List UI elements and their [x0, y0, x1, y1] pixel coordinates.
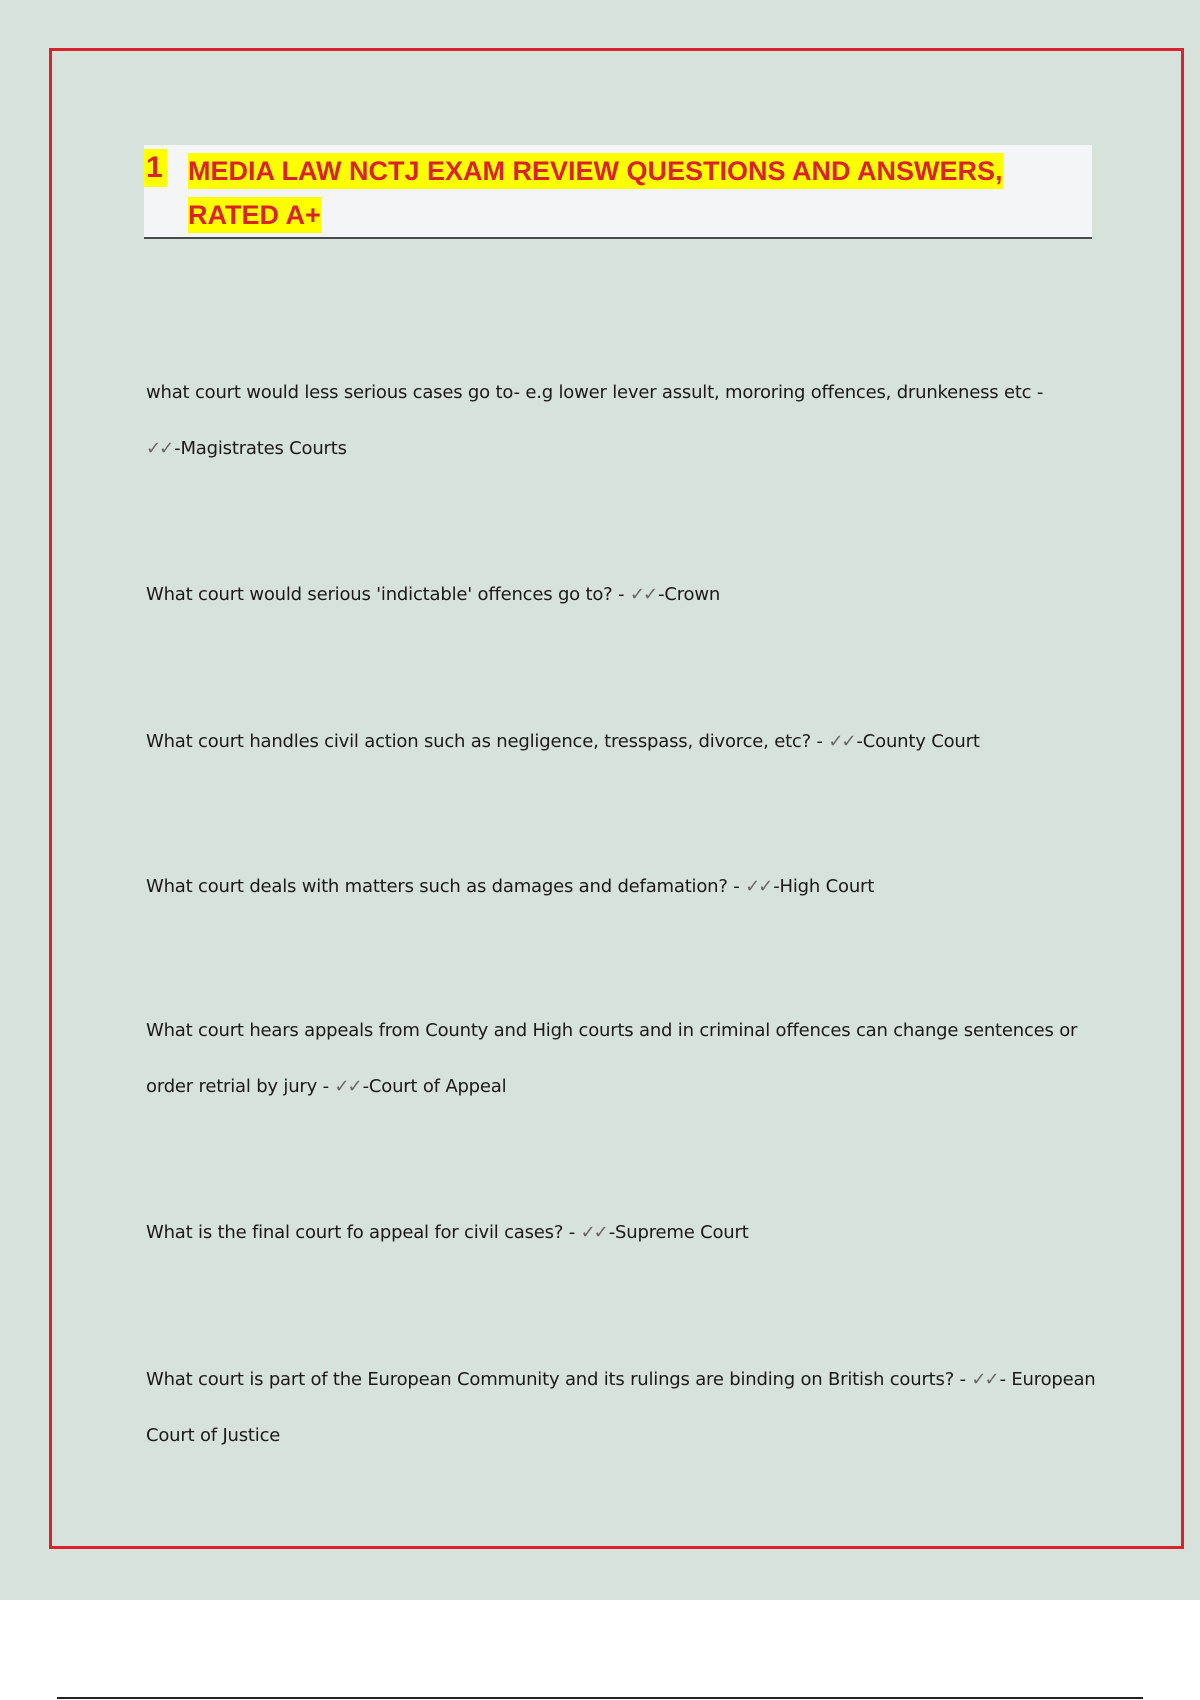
qa-item [146, 1352, 1096, 1464]
qa-item [146, 1205, 1096, 1261]
double-check-icon: ✓✓ [629, 584, 657, 605]
question-text: what court would less serious cases go to- e.g lower lever assult, mororing offences, drunkeness etc - [146, 382, 1044, 403]
answer-text: -High Court [773, 876, 875, 897]
double-check-icon: ✓✓ [580, 1222, 607, 1243]
document-frame [49, 48, 1184, 1549]
double-check-icon: ✓✓ [745, 876, 772, 897]
double-check-icon: ✓✓ [146, 438, 173, 459]
answer-text: -Magistrates Courts [174, 438, 347, 459]
answer-text: -Supreme Court [608, 1222, 749, 1243]
answer-text: -County Court [856, 731, 980, 752]
question-text: What court would serious 'indictable' offences go to? - [146, 584, 625, 605]
double-check-icon: ✓✓ [971, 1369, 998, 1390]
footer-divider [57, 1697, 1143, 1699]
answer-text: -Crown [658, 584, 721, 605]
title-number: 1 [144, 149, 167, 187]
qa-item [146, 859, 1096, 915]
qa-item [146, 365, 1096, 477]
question-text: What court is part of the European Community and its rulings are binding on British courts? - [146, 1369, 966, 1390]
title-line-2: RATED A+ [188, 197, 321, 233]
double-check-icon: ✓✓ [334, 1076, 361, 1097]
qa-item [146, 714, 1096, 770]
question-text: What is the final court fo appeal for civil cases? - [146, 1222, 576, 1243]
question-text: What court hears appeals from County and High courts and in criminal offences can change sentences or order retrial by jury - [146, 1020, 1078, 1097]
title-line-1: MEDIA LAW NCTJ EXAM REVIEW QUESTIONS AND ANSWERS, [188, 153, 1003, 189]
question-text: What court handles civil action such as negligence, tresspass, divorce, etc? - [146, 731, 823, 752]
answer-text: -Court of Appeal [362, 1076, 507, 1097]
document-title-block [144, 145, 1092, 239]
double-check-icon: ✓✓ [828, 731, 855, 752]
qa-item [146, 1003, 1096, 1115]
qa-item [146, 567, 1096, 623]
answer-text: - European Court of Justice [146, 1369, 1096, 1446]
question-text: What court deals with matters such as damages and defamation? - [146, 876, 740, 897]
document-title [188, 149, 1078, 237]
